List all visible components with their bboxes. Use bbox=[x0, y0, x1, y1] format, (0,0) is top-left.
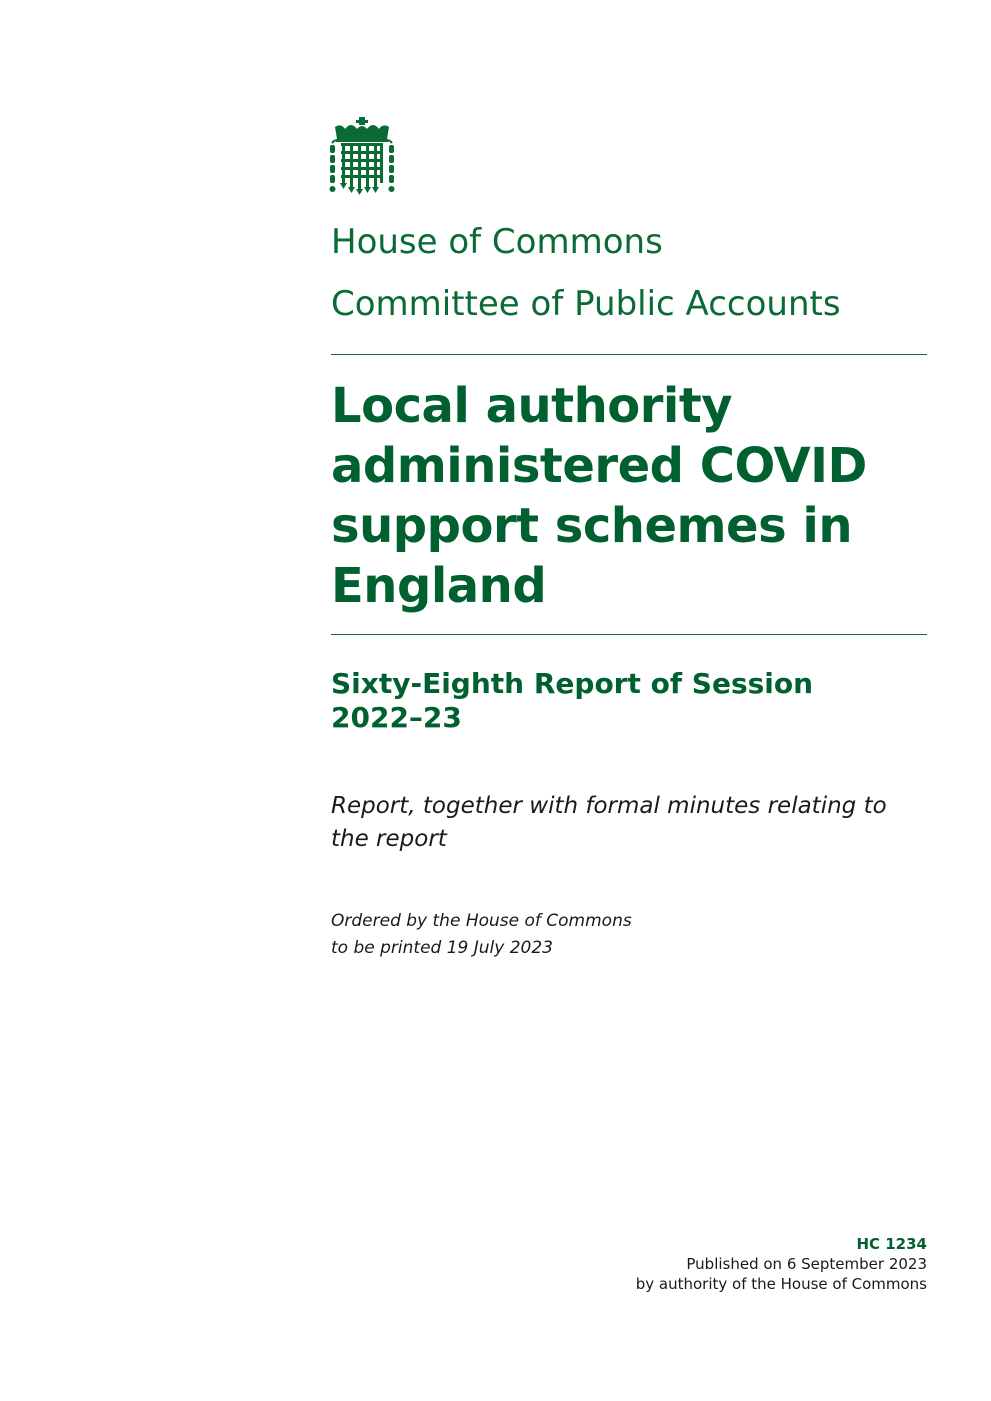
publication-footer bbox=[636, 1234, 927, 1294]
hc-number: HC 1234 bbox=[856, 1235, 927, 1253]
print-order-line-1: Ordered by the House of Commons bbox=[331, 911, 632, 931]
report-description: Report, together with formal minutes relating to the report bbox=[331, 793, 887, 852]
print-order bbox=[331, 908, 831, 962]
print-order-line-2: to be printed 19 July 2023 bbox=[331, 938, 553, 958]
organisation-name: House of Commons bbox=[331, 222, 663, 262]
divider bbox=[331, 634, 927, 635]
published-date: Published on 6 September 2023 bbox=[686, 1255, 927, 1273]
report-title: Local authority administered COVID support schemes in England bbox=[331, 378, 867, 614]
publication-authority: by authority of the House of Commons bbox=[635, 1275, 927, 1293]
report-session: Sixty-Eighth Report of Session 2022–23 bbox=[331, 667, 814, 734]
divider bbox=[331, 354, 927, 355]
committee-name: Committee of Public Accounts bbox=[331, 284, 841, 324]
portcullis-icon bbox=[329, 117, 395, 197]
